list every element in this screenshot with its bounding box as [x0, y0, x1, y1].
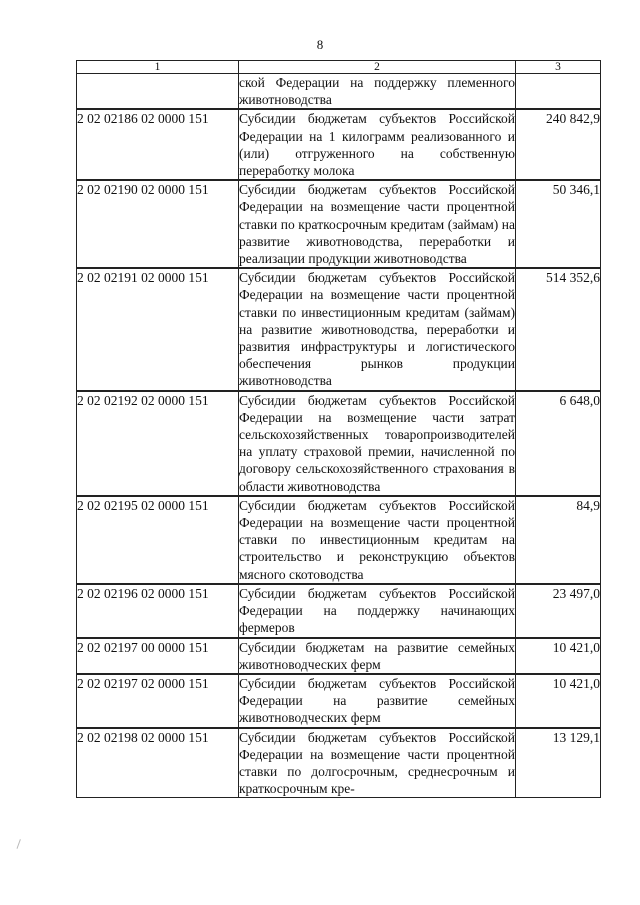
row-amount: 10 421,0 [552, 639, 600, 655]
row-code: 2 02 02197 02 0000 151 [77, 674, 239, 728]
row-description: Субсидии бюджетам субъектов Российской Федерации на поддержку начинающих фермеров [239, 585, 515, 636]
table-row [77, 638, 601, 674]
row-description: Субсидии бюджетам субъектов Российской Федерации на возмещение части затрат сельскохозяйственных товаропроизводителей на уплату страховой премии, начисленной по договору сельскохозяйственного страхования в области животноводства [239, 392, 515, 494]
row-code: 2 02 02192 02 0000 151 [77, 391, 239, 496]
row-description: Субсидии бюджетам субъектов Российской Федерации на возмещение части процентной ставки по долгосрочным, среднесрочным и краткосрочным кре- [239, 729, 515, 797]
table-row [77, 180, 601, 268]
column-header-description: 2 [239, 61, 516, 74]
table-row [77, 268, 601, 390]
row-code: 2 02 02186 02 0000 151 [77, 109, 239, 180]
scan-mark [17, 839, 27, 851]
page-number: 8 [316, 37, 324, 52]
row-amount: 84,9 [576, 497, 600, 513]
row-description: Субсидии бюджетам субъектов Российской Федерации на возмещение части процентной ставки по инвестиционным кредитам на строительство и реконструкцию объектов мясного скотоводства [239, 497, 515, 582]
row-description: Субсидии бюджетам субъектов Российской Федерации на развитие семейных животноводческих ферм [239, 675, 515, 726]
row-amount: 240 842,9 [546, 111, 600, 127]
column-header-amount: 3 [516, 61, 601, 74]
table-row [77, 496, 601, 584]
row-amount: 6 648,0 [559, 392, 600, 408]
row-description: Субсидии бюджетам субъектов Российской Федерации на возмещение части процентной ставки по краткосрочным кредитам (займам) на развитие животноводства, переработки и реализации продукции животноводства [239, 182, 515, 267]
row-amount: 23 497,0 [552, 585, 600, 601]
row-code: 2 02 02190 02 0000 151 [77, 180, 239, 268]
row-amount: 13 129,1 [552, 729, 600, 745]
row-description: Субсидии бюджетам субъектов Российской Федерации на 1 килограмм реализованного и (или) отгруженного на собственную переработку молока [239, 111, 515, 179]
row-code: 2 02 02191 02 0000 151 [77, 268, 239, 390]
row-amount: 10 421,0 [552, 675, 600, 691]
table-row [77, 109, 601, 180]
column-header-code: 1 [77, 61, 239, 74]
row-code: 2 02 02196 02 0000 151 [77, 584, 239, 638]
row-code: 2 02 02195 02 0000 151 [77, 496, 239, 584]
row-amount: 50 346,1 [552, 182, 600, 198]
row-code: 2 02 02198 02 0000 151 [77, 728, 239, 798]
row-code [77, 74, 239, 110]
row-description: ской Федерации на поддержку племенного животноводства [239, 75, 515, 108]
budget-table [76, 60, 601, 798]
table-row [77, 74, 601, 110]
table-row [77, 584, 601, 638]
table-row [77, 391, 601, 496]
table-row [77, 728, 601, 798]
row-description: Субсидии бюджетам субъектов Российской Федерации на возмещение части процентной ставки по инвестиционным кредитам (займам) на развитие животноводства, переработки и развития инфраструктуры и логистического обеспечения рынков продукции животноводства [239, 270, 515, 389]
header-row [77, 61, 601, 74]
row-description: Субсидии бюджетам на развитие семейных животноводческих ферм [239, 639, 515, 672]
table-row [77, 674, 601, 728]
row-amount: 514 352,6 [546, 270, 600, 286]
row-code: 2 02 02197 00 0000 151 [77, 638, 239, 674]
